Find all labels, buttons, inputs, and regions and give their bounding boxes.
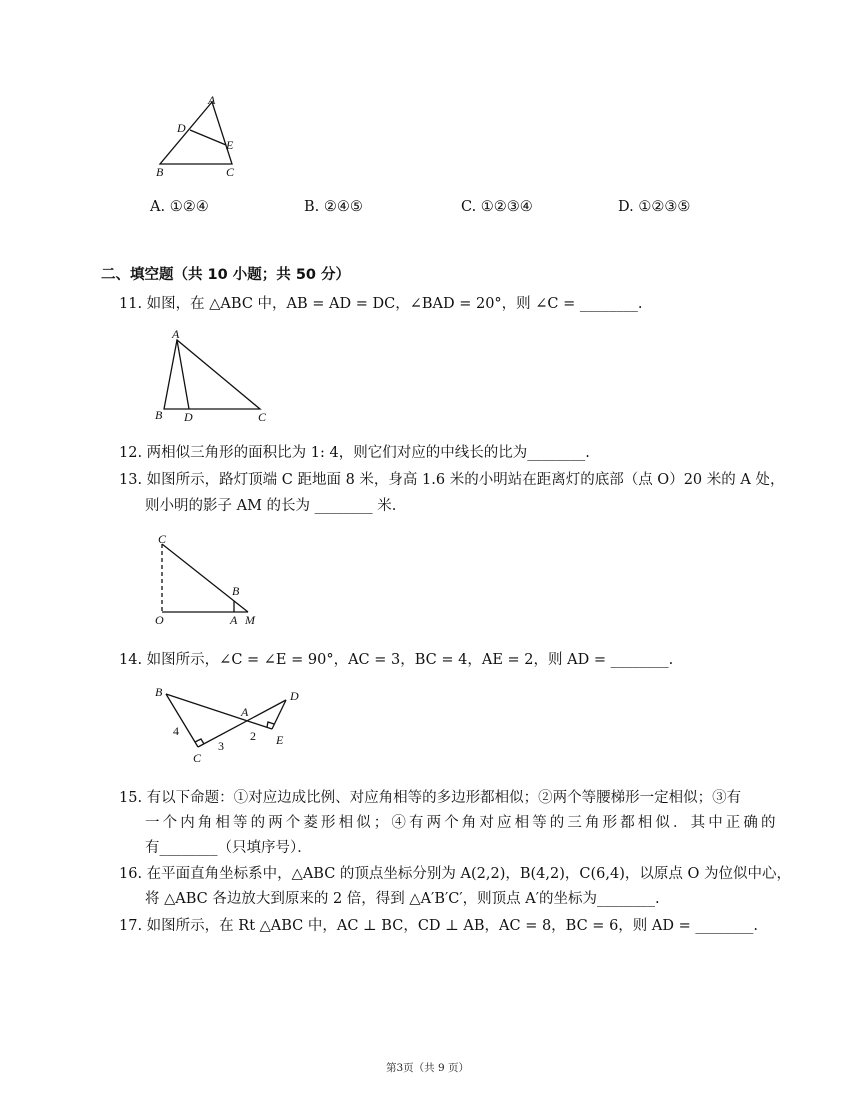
question-16-text-line2: 将 △ABC 各边放大到原来的 2 倍，得到 △A′B′C′，则顶点 A′的坐标为________. — [145, 891, 660, 907]
q13-figure — [150, 530, 270, 630]
page-footer: 第3页（共 9 页） — [386, 1062, 470, 1074]
question-13-text-line1: 13. 如图所示，路灯顶端 C 距地面 8 米，身高 1.6 米的小明站在距离灯的底部（点 O）20 米的 A 处， — [119, 472, 785, 488]
q14-label-4: 4 — [173, 724, 179, 738]
q10-figure — [150, 90, 260, 182]
q13-label-b: B — [232, 584, 240, 598]
q13-label-m: M — [245, 613, 255, 627]
question-14-text: 14. 如图所示，∠C = ∠E = 90°，AC = 3，BC = 4，AE = 2，则 AD = ________. — [119, 652, 674, 668]
q13-label-a: A — [230, 613, 238, 627]
q11-label-c: C — [258, 410, 267, 424]
q10-label-c: C — [226, 165, 235, 179]
q10-option-d: D. ①②③⑤ — [618, 199, 691, 215]
q13-light-ray — [162, 544, 248, 612]
q10-option-b: B. ②④⑤ — [304, 199, 363, 215]
question-12-text: 12. 两相似三角形的面积比为 1: 4，则它们对应的中线长的比为________. — [119, 445, 590, 461]
q14-label-a: A — [241, 705, 249, 719]
q11-label-d: D — [184, 410, 193, 424]
q14-figure — [150, 683, 310, 768]
q14-segment-bc — [166, 694, 198, 747]
q11-label-b: B — [155, 408, 163, 422]
question-16-text-line1: 16. 在平面直角坐标系中，△ABC 的顶点坐标分别为 A(2,2)，B(4,2)，C(6,4)，以原点 O 为位似中心， — [119, 866, 791, 882]
q13-label-c: C — [158, 532, 167, 546]
q10-option-a: A. ①②④ — [150, 199, 209, 215]
q14-label-e: E — [276, 733, 284, 747]
q11-segment-ad — [177, 340, 189, 409]
q10-label-d: D — [177, 121, 186, 135]
q10-label-b: B — [156, 165, 164, 179]
q10-label-e: E — [226, 138, 234, 152]
q14-label-d: D — [290, 689, 299, 703]
q10-segment-de — [190, 130, 226, 145]
q13-label-o: O — [155, 613, 164, 627]
q10-label-a: A — [208, 93, 216, 107]
question-15-text-line3: 有________（只填序号）． — [145, 840, 312, 856]
q11-figure — [150, 326, 280, 424]
question-11-text: 11. 如图，在 △ABC 中，AB = AD = DC，∠BAD = 20°，则 ∠C = ________. — [119, 296, 643, 312]
q14-label-c: C — [193, 751, 202, 765]
q14-segment-be — [166, 694, 272, 729]
q14-label-3: 3 — [218, 739, 224, 753]
q14-label-b: B — [155, 685, 163, 699]
question-13-text-line2: 则小明的影子 AM 的长为 ________ 米. — [145, 498, 397, 514]
section-title: 二、填空题（共 10 小题；共 50 分） — [101, 267, 351, 283]
question-15-text-line2: 一个内角相等的两个菱形相似；④有两个角对应相等的三角形都相似．其中正确的 — [145, 815, 779, 831]
q10-option-c: C. ①②③④ — [461, 199, 533, 215]
q14-label-2: 2 — [250, 729, 256, 743]
question-15-text-line1: 15. 有以下命题：①对应边成比例、对应角相等的多边形都相似；②两个等腰梯形一定相似；③有 — [119, 790, 742, 806]
question-17-text: 17. 如图所示，在 Rt △ABC 中，AC ⊥ BC，CD ⊥ AB，AC = 8，BC = 6，则 AD = ________. — [119, 918, 758, 934]
q11-label-a: A — [172, 327, 180, 341]
